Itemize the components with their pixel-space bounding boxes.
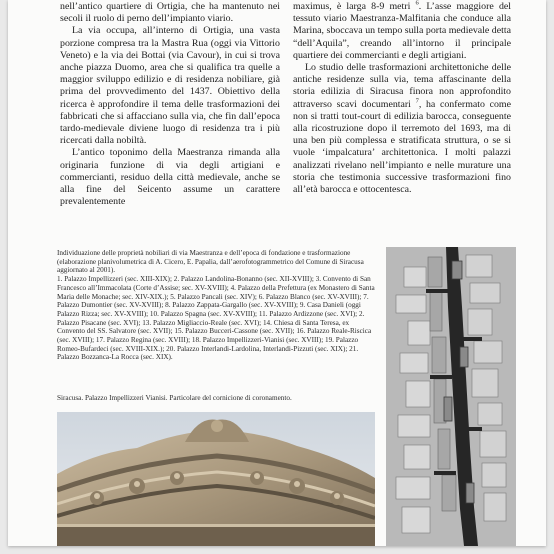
right-text-column <box>293 1 511 196</box>
paragraph <box>293 1 511 62</box>
paragraph: L’antico toponimo della Maestranza rimanda alla originaria funzione di via degli artigiani e commercianti, residuo della città medievale, anche se alla fine del Seicento assume un carattere prevalentemente <box>60 147 280 208</box>
text-run: , ha confermato come non si tratti tout-court di edilizia barocca, conseguente alla ricostruzione dopo il terremoto del 1693, ma di una ben più complessa e stratificata struttura, o se si vuole ‘impalcatura’ architettonica. I molti palazzi analizzati rivelano nell’impianto e nelle murature una storia che testimonia successive trasformazioni fino all’età barocca e ottocentesca. <box>293 98 511 196</box>
left-text-column <box>60 1 280 208</box>
footnote-ref[interactable]: 6 <box>415 0 419 7</box>
map-image <box>386 247 516 546</box>
photo-caption-text: Siracusa. Palazzo Impellizzeri Vianisi. Particolare del cornicione di coronamento. <box>57 394 292 402</box>
footnote-ref[interactable]: 7 <box>415 97 419 105</box>
paragraph <box>293 62 511 196</box>
text-run: maximus, è larga 8-9 metri <box>293 1 411 12</box>
text-run: . L’asse maggiore del tessuto viario Maestranza-Malfitania che conduce alla Marina, sboccava un tempo sulla porta medievale detta “dell’Aquila”, creando all’intorno il principale quartiere dei commercianti e degli artigiani. <box>293 1 512 61</box>
via-maestranza-map <box>386 247 516 546</box>
paragraph: nell’antico quartiere di Ortigia, che ha mantenuto nei secoli il ruolo di perno dell’impianto viario. <box>60 1 280 25</box>
map-caption <box>57 249 375 362</box>
map-caption-list: 1. Palazzo Impellizzeri (sec. XIII-XIX); 2. Palazzo Landolina-Bonanno (sec. XII-XVIII); 3. Convento di San Francesco all’Immacolata (Corte d’Assise; sec. XV-XVIII); 4. Palazzo della Prefettura (ex Monastero di Santa Maria delle Monache; sec. XIV-XIX.); 5. Palazzo Pancali (sec. XIV); 6. Palazzo Blanco (sec. XV-XVIII); 7. Palazzo Dumontier (sec. XV-XVIII); 8. Palazzo Zappata-Gargallo (sec. XV-XVIII); 9. Casa Danieli (oggi Palazzo Rizza; sec. XV-XVIII); 10. Palazzo Spagna (sec. XV-XVIII); 11. Palazzo Ardizzone (sec. XVI); 2. Palazzo Pisacane (sec. XVI); 13. Palazzo Migliaccio-Reale (sec. XVI); 14. Chiesa di Santa Teresa, ex Convento del SS. Salvatore (sec. XVII); 15. Palazzo Bucceri-Cassone (sec. XVII); 16. Palazzo Reale-Riscica (sec. XVIII); 17. Palazzo Regina (sec. XVIII); 18. Palazzo Impellizzeri-Vianisi (sec. XVIII); 19. Palazzo Romeo-Bufardeci (sec. XVIII-XIX.); 20. Palazzo Interlandi-Lardolina, Interlandi-Pizzuti (sec. XIX); 21. Palazzo Bozzanca-La Rocca (sec. XIX). <box>57 275 375 362</box>
text-run: Lo studio delle trasformazioni architettoniche delle antiche residenze sulla via, tema affascinante della storia edilizia di Siracusa finora non approfondito attraverso scavi documentari <box>293 62 511 110</box>
paragraph: La via occupa, all’interno di Ortigia, una vasta porzione compresa tra la Mastra Rua (oggi via Vittorio Veneto) e la via dei Bottai (via Cavour), in cui si trova anche piazza Duomo, area che si qualifica tra quelle a maggior sviluppo edilizio e di residenza nobiliare, già prima del provvedimento del 1437. Obiettivo della ricerca è approfondire il tema delle trasformazioni dei fabbricati che si affacciano sulla via, che fin dall’epoca tardo-medievale diviene luogo di residenza tra i più ricercati dalla nobiltà. <box>60 25 280 147</box>
photo-caption <box>57 394 375 403</box>
cornice-photo <box>57 412 375 546</box>
document-page <box>8 0 546 546</box>
cornice-photo-image <box>57 412 375 546</box>
map-caption-title: Individuazione delle proprietà nobiliari di via Maestranza e dell’epoca di fondazione e trasformazione (elaborazione planivolumetrica di A. Cicero, E. Papalia, dall’aerofotogrammetrico del Comune di Siracusa aggiornato al 2001). <box>57 249 364 275</box>
